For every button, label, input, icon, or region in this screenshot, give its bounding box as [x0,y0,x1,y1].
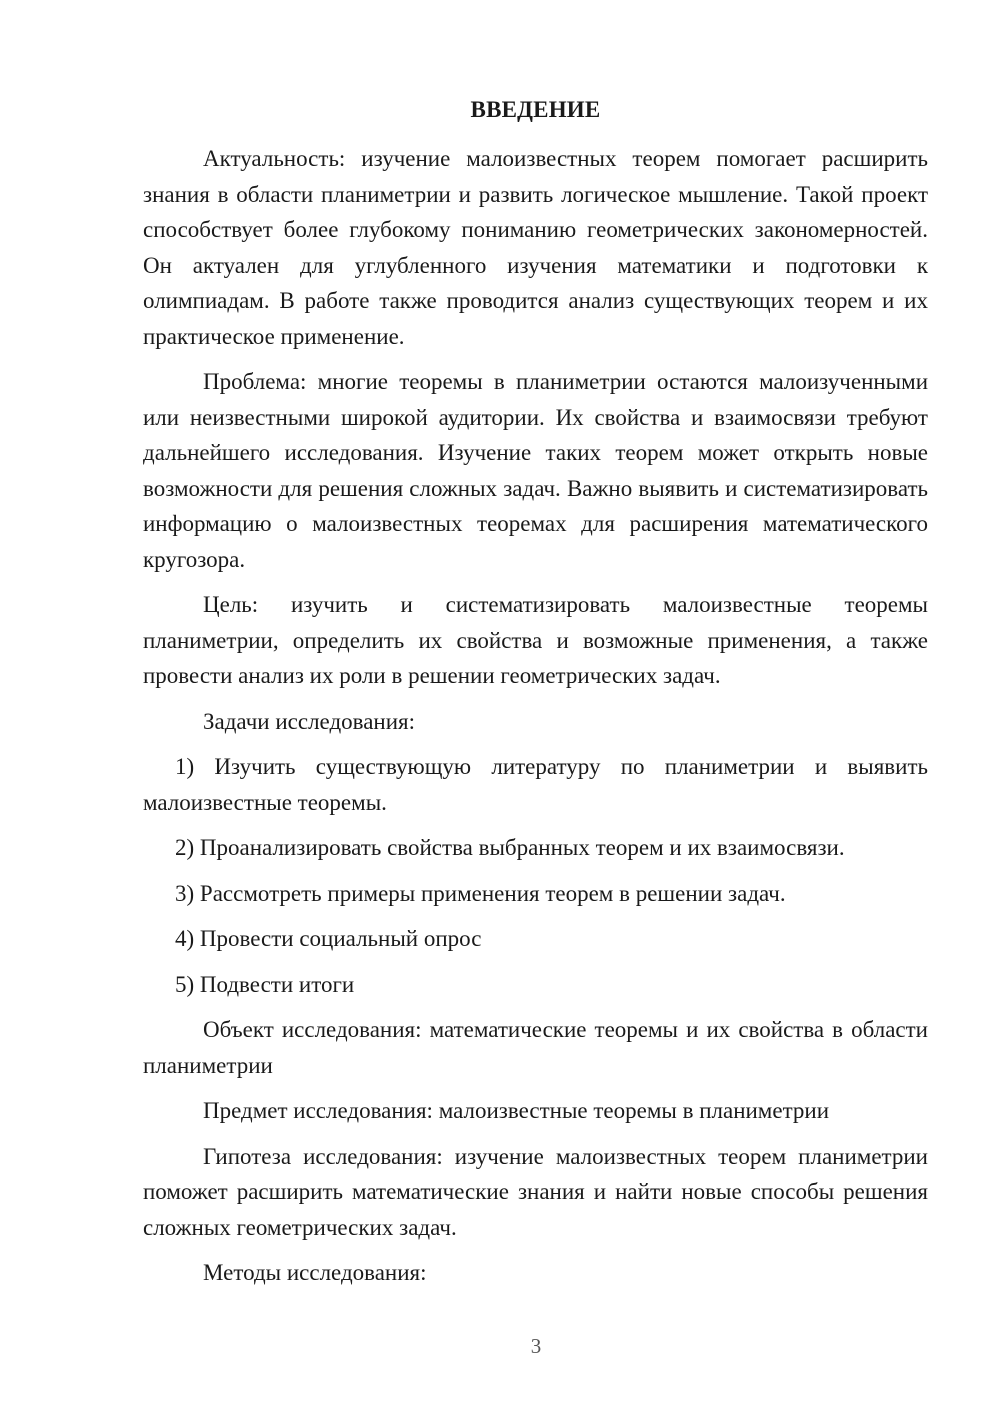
list-item: 1) Изучить существующую литературу по планиметрии и выявить малоизвестные теоремы. [143,754,928,815]
paragraph-problem: Проблема: многие теоремы в планиметрии остаются малоизученными или неизвестными широкой аудитории. Их свойства и взаимосвязи требуют дальнейшего исследования. Изучение таких теорем может открыть новые возможности для решения сложных задач. Важно выявить и систематизировать информацию о малоизвестных теоремах для расширения математического кругозора. [143,369,928,572]
tasks-list [143,749,928,1002]
paragraph-hypothesis: Гипотеза исследования: изучение малоизвестных теорем планиметрии поможет расширить математические знания и найти новые способы решения сложных геометрических задач. [143,1143,928,1240]
paragraph-object: Объект исследования: математические теоремы и их свойства в области планиметрии [143,1017,928,1078]
list-item: 5) Подвести итоги [175,971,355,997]
page-number: 3 [530,1334,542,1358]
paragraph-tasks-heading: Задачи исследования: [203,708,416,734]
document-page [143,92,928,1301]
list-item: 3) Рассмотреть примеры применения теорем в решении задач. [175,880,786,906]
list-item: 2) Проанализировать свойства выбранных теорем и их взаимосвязи. [175,835,845,860]
list-item: 4) Провести социальный опрос [175,926,482,951]
page-title: ВВЕДЕНИЕ [470,97,601,122]
paragraph-relevance: Актуальность: изучение малоизвестных теорем помогает расширить знания в области планиметрии и развить логическое мышление. Такой проект способствует более глубокому пониманию геометрических закономерностей. Он актуален для углубленного изучения математики и подготовки к олимпиадам. В работе также проводится анализ существующих теорем и их практическое применение. [143,146,928,349]
paragraph-subject: Предмет исследования: малоизвестные теоремы в планиметрии [203,1098,830,1123]
paragraph-methods: Методы исследования: [203,1260,427,1285]
paragraph-goal: Цель: изучить и систематизировать малоизвестные теоремы планиметрии, определить их свойства и возможные применения, а также провести анализ их роли в решении геометрических задач. [143,592,928,688]
